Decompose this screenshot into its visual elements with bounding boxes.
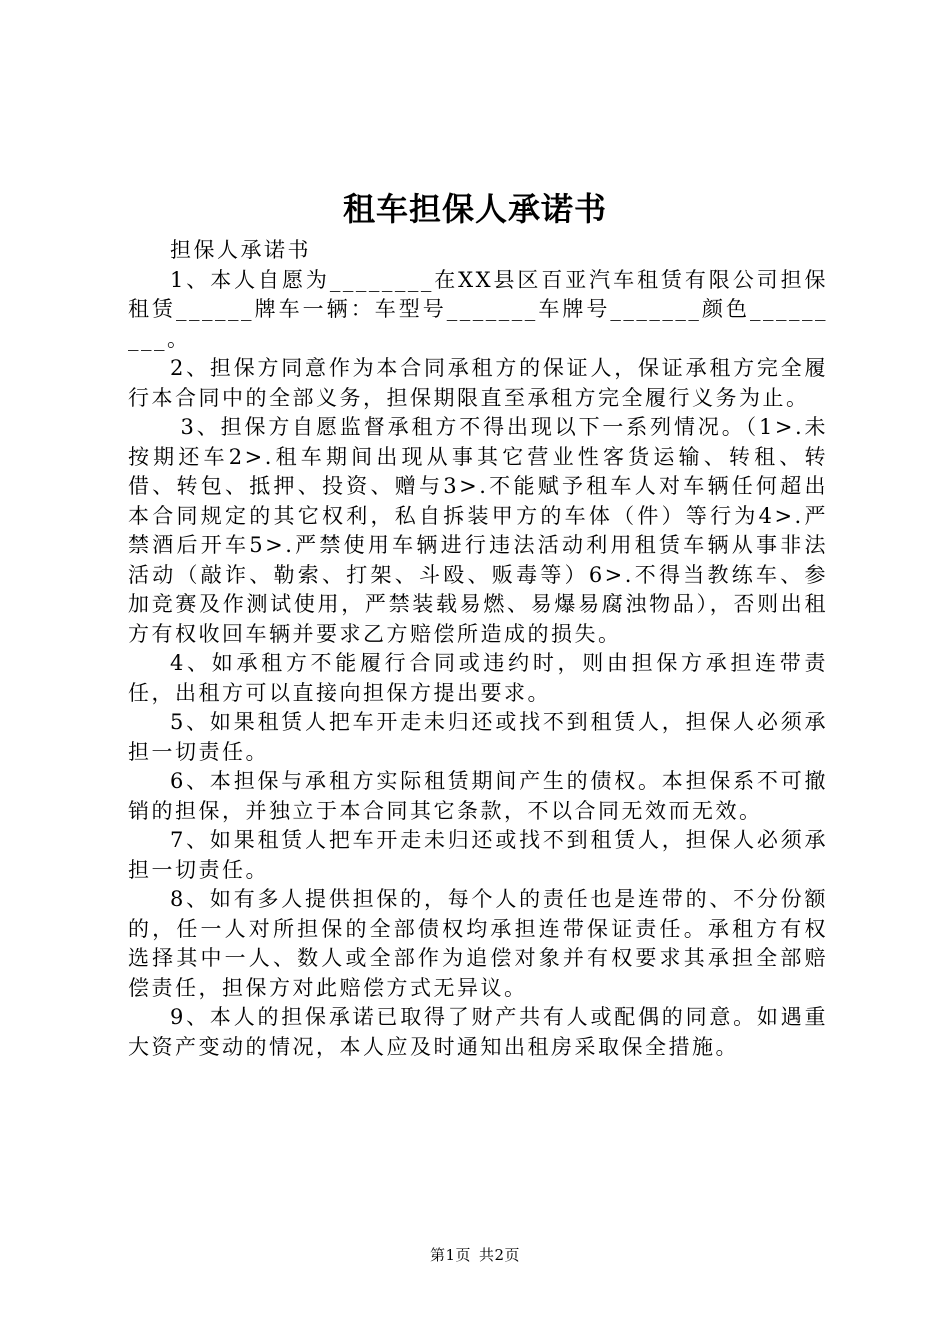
paragraph-clause-7: 7、如果租赁人把车开走未归还或找不到租赁人，担保人必须承担一切责任。 — [128, 828, 828, 882]
document-body — [128, 236, 828, 1062]
paragraph-heading: 担保人承诺书 — [170, 238, 311, 262]
paragraph-clause-5: 5、如果租赁人把车开走未归还或找不到租赁人，担保人必须承担一切责任。 — [128, 710, 828, 764]
paragraph-clause-6: 6、本担保与承租方实际租赁期间产生的债权。本担保系不可撤销的担保，并独立于本合同其它条款，不以合同无效而无效。 — [128, 769, 828, 823]
paragraph-clause-2: 2、担保方同意作为本合同承租方的保证人，保证承租方完全履行本合同中的全部义务，担保期限直至承租方完全履行义务为止。 — [128, 356, 828, 410]
document-title: 租车担保人承诺书 — [342, 190, 607, 228]
page-total: 共2页 — [479, 1246, 521, 1264]
paragraph-clause-1: 1、本人自愿为________在XX县区百亚汽车租赁有限公司担保租赁______牌车一辆：车型号_______车牌号_______颜色_________。 — [128, 267, 828, 351]
paragraph-clause-8: 8、如有多人提供担保的，每个人的责任也是连带的、不分份额的，任一人对所担保的全部债权均承担连带保证责任。承租方有权选择其中一人、数人或全部作为追偿对象并有权要求其承担全部赔偿责任，担保方对此赔偿方式无异议。 — [128, 887, 828, 1000]
paragraph-clause-9: 9、本人的担保承诺已取得了财产共有人或配偶的同意。如遇重大资产变动的情况，本人应及时通知出租房采取保全措施。 — [128, 1005, 828, 1059]
paragraph-clause-3: 3、担保方自愿监督承租方不得出现以下一系列情况。（1>.未按期还车2>.租车期间出现从事其它营业性客货运输、转租、转借、转包、抵押、投资、赠与3>.不能赋予租车人对车辆任何超出本合同规定的其它权利，私自拆装甲方的车体（件）等行为4>.严禁酒后开车5>.严禁使用车辆进行违法活动利用租赁车辆从事非法活动（敲诈、勒索、打架、斗殴、贩毒等）6>.不得当教练车、参加竞赛及作测试使用，严禁装载易燃、易爆易腐浊物品），否则出租方有权收回车辆并要求乙方赔偿所造成的损失。 — [128, 415, 828, 646]
paragraph-clause-4: 4、如承租方不能履行合同或违约时，则由担保方承担连带责任，出租方可以直接向担保方提出要求。 — [128, 651, 828, 705]
page-number: 第1页 — [429, 1246, 471, 1264]
page-footer — [0, 1244, 950, 1265]
